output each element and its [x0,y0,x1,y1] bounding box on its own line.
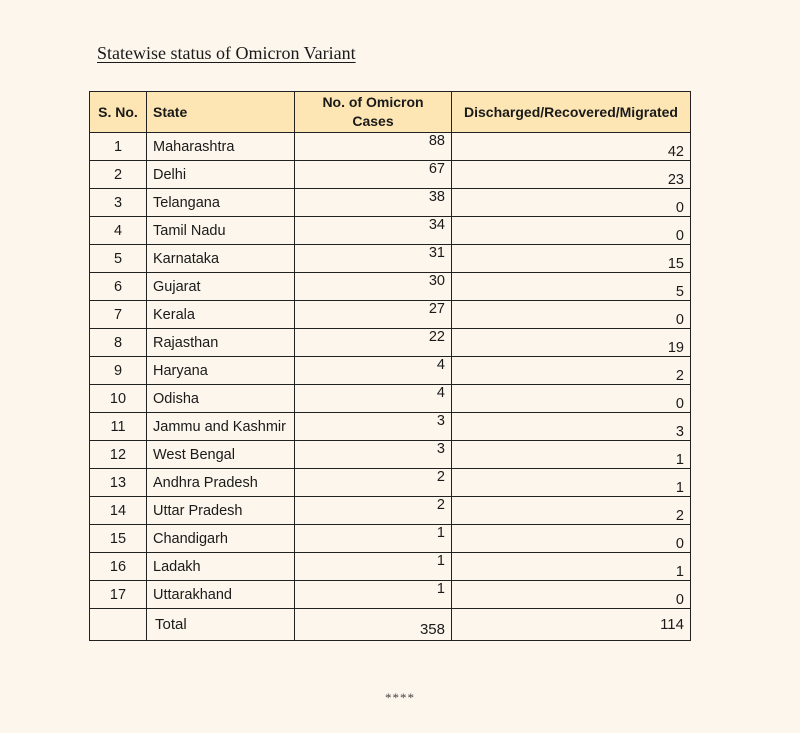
sno-cell: 12 [90,441,147,469]
state-cell: Telangana [147,189,295,217]
page-title: Statewise status of Omicron Variant [97,43,356,63]
cases-cell: 88 [295,133,452,161]
header-cases: No. of Omicron Cases [295,92,452,133]
state-cell: Uttar Pradesh [147,497,295,525]
total-cases: 358 [295,609,452,641]
table-row [90,525,691,553]
state-cell: Haryana [147,357,295,385]
table-row [90,217,691,245]
sno-cell: 9 [90,357,147,385]
sno-cell: 5 [90,245,147,273]
discharged-cell: 1 [452,553,691,581]
cases-cell: 31 [295,245,452,273]
discharged-cell: 42 [452,133,691,161]
state-cell: West Bengal [147,441,295,469]
state-cell: Karnataka [147,245,295,273]
discharged-cell: 1 [452,469,691,497]
state-cell: Rajasthan [147,329,295,357]
table-row [90,329,691,357]
discharged-cell: 0 [452,189,691,217]
sno-cell: 2 [90,161,147,189]
sno-cell: 6 [90,273,147,301]
state-cell: Andhra Pradesh [147,469,295,497]
state-cell: Delhi [147,161,295,189]
state-cell: Ladakh [147,553,295,581]
state-cell: Odisha [147,385,295,413]
state-cell: Kerala [147,301,295,329]
discharged-cell: 15 [452,245,691,273]
cases-cell: 38 [295,189,452,217]
table-row [90,245,691,273]
header-discharged: Discharged/Recovered/Migrated [452,92,691,133]
discharged-cell: 5 [452,273,691,301]
cases-cell: 67 [295,161,452,189]
discharged-cell: 0 [452,301,691,329]
table-row [90,133,691,161]
discharged-cell: 2 [452,357,691,385]
omicron-status-table [89,91,691,641]
cases-cell: 1 [295,553,452,581]
cases-cell: 2 [295,497,452,525]
sno-cell: 11 [90,413,147,441]
end-marker: **** [385,690,415,705]
sno-cell: 8 [90,329,147,357]
table-row [90,385,691,413]
cases-cell: 34 [295,217,452,245]
table-row [90,161,691,189]
total-label: Total [147,609,295,641]
table-row [90,441,691,469]
total-row [90,609,691,641]
cases-cell: 27 [295,301,452,329]
sno-cell: 13 [90,469,147,497]
table-row [90,581,691,609]
table-row [90,497,691,525]
discharged-cell: 3 [452,413,691,441]
discharged-cell: 0 [452,385,691,413]
discharged-cell: 23 [452,161,691,189]
table-row [90,273,691,301]
cases-cell: 3 [295,441,452,469]
sno-cell: 1 [90,133,147,161]
sno-cell: 7 [90,301,147,329]
table-row [90,357,691,385]
discharged-cell: 19 [452,329,691,357]
table-body [90,133,691,609]
sno-cell: 16 [90,553,147,581]
state-cell: Uttarakhand [147,581,295,609]
state-cell: Gujarat [147,273,295,301]
cases-cell: 4 [295,385,452,413]
table-row [90,469,691,497]
discharged-cell: 1 [452,441,691,469]
total-discharged: 114 [452,609,691,641]
cases-cell: 1 [295,581,452,609]
total-sno-cell [90,609,147,641]
discharged-cell: 0 [452,525,691,553]
sno-cell: 3 [90,189,147,217]
cases-cell: 1 [295,525,452,553]
header-sno: S. No. [90,92,147,133]
table-header-row [90,92,691,133]
cases-cell: 2 [295,469,452,497]
sno-cell: 15 [90,525,147,553]
discharged-cell: 2 [452,497,691,525]
table-row [90,553,691,581]
state-cell: Chandigarh [147,525,295,553]
table-row [90,189,691,217]
discharged-cell: 0 [452,217,691,245]
cases-cell: 22 [295,329,452,357]
cases-cell: 3 [295,413,452,441]
table-row [90,301,691,329]
state-cell: Jammu and Kashmir [147,413,295,441]
table-row [90,413,691,441]
discharged-cell: 0 [452,581,691,609]
state-cell: Tamil Nadu [147,217,295,245]
sno-cell: 4 [90,217,147,245]
state-cell: Maharashtra [147,133,295,161]
sno-cell: 14 [90,497,147,525]
sno-cell: 10 [90,385,147,413]
header-state: State [147,92,295,133]
cases-cell: 30 [295,273,452,301]
cases-cell: 4 [295,357,452,385]
sno-cell: 17 [90,581,147,609]
